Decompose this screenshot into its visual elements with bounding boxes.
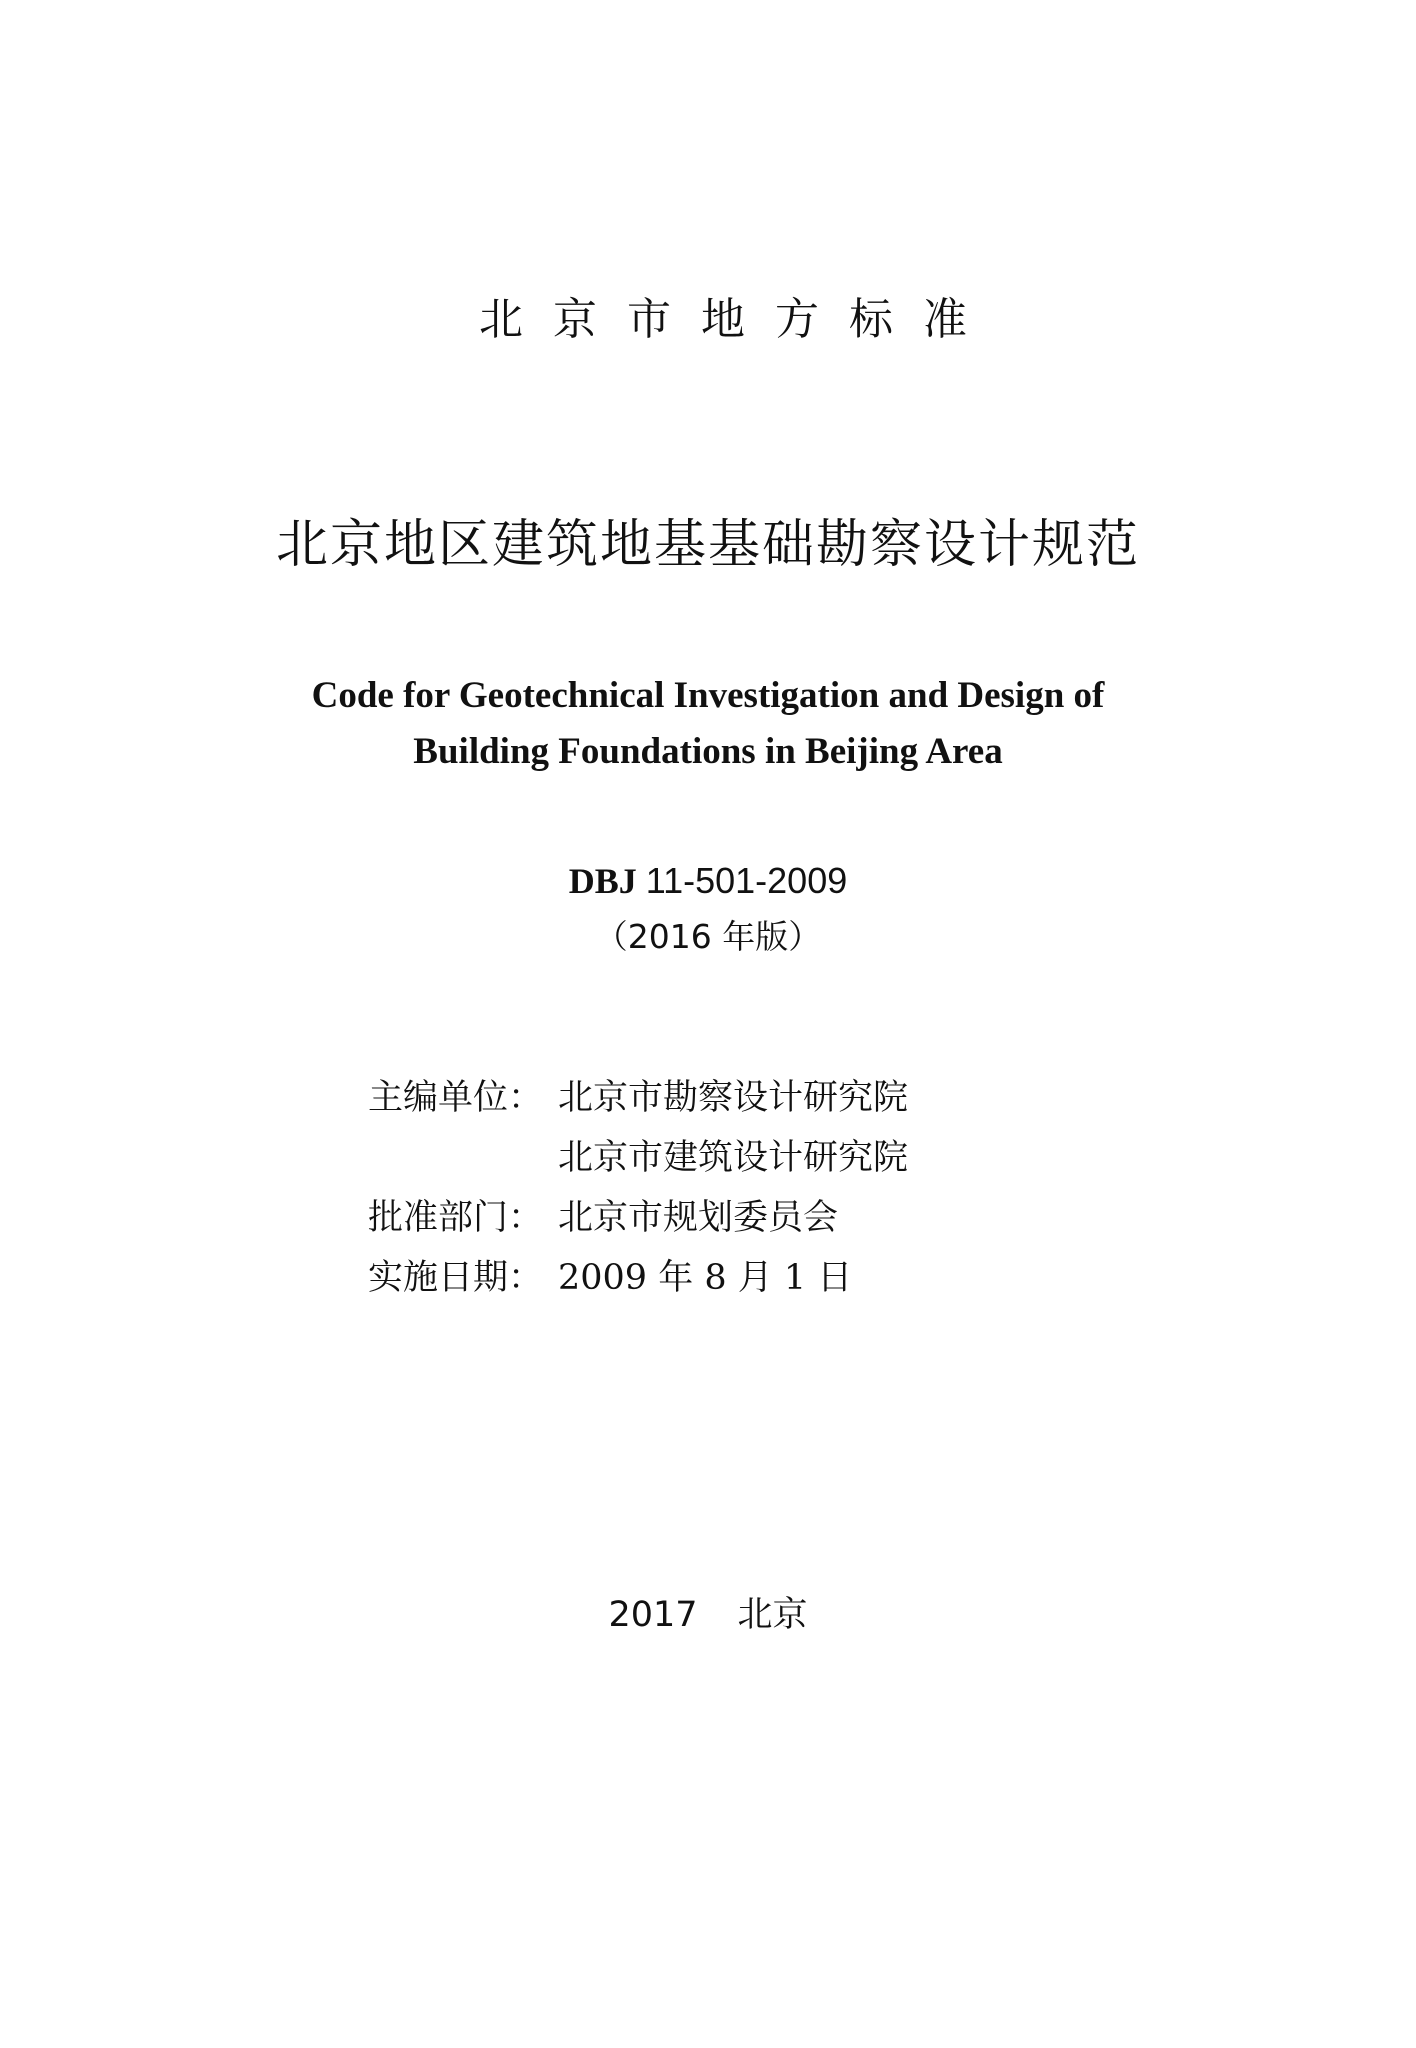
info-value: 北京市勘察设计研究院	[558, 1078, 909, 1118]
standard-type: 北京市地方标准	[479, 294, 997, 345]
info-row-approval-department	[368, 1190, 838, 1246]
info-row-chief-editor	[368, 1070, 908, 1126]
info-value: 北京市规划委员会	[558, 1198, 839, 1238]
english-title-line-1: Code for Geotechnical Investigation and Design of	[311, 675, 1105, 716]
standard-code-number: 11-501-2009	[645, 860, 848, 901]
info-row-implementation-date	[368, 1250, 852, 1306]
info-value: 北京市建筑设计研究院	[558, 1138, 909, 1178]
standard-code	[0, 856, 1416, 906]
publication-footer	[0, 1590, 1416, 1640]
publication-year: 2017	[608, 1595, 698, 1635]
info-label: 批准部门：	[368, 1198, 544, 1238]
chinese-title: 北京地区建筑地基基础勘察设计规范	[275, 515, 1140, 575]
standard-code-prefix: DBJ	[568, 861, 637, 901]
info-label: 主编单位：	[368, 1078, 544, 1118]
english-title-line-2: Building Foundations in Beijing Area	[413, 731, 1003, 772]
info-label: 实施日期：	[368, 1258, 544, 1298]
info-value: 2009 年 8 月 1 日	[558, 1258, 853, 1298]
edition: （2016 年版）	[594, 917, 822, 956]
publication-place: 北京	[737, 1595, 808, 1635]
info-row-chief-editor-2	[368, 1130, 908, 1186]
